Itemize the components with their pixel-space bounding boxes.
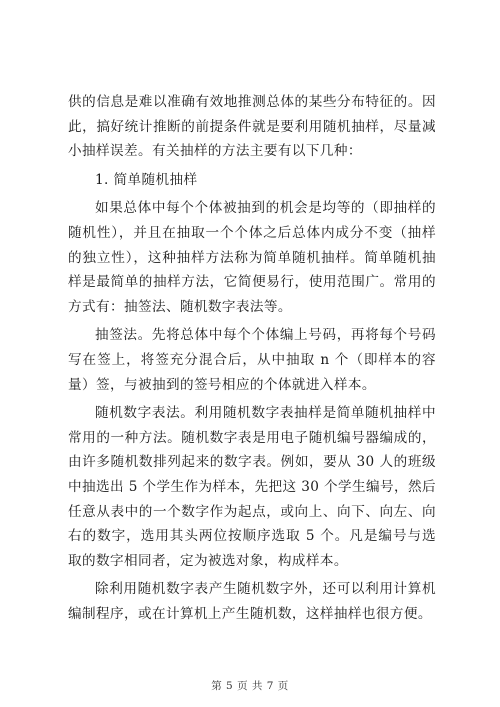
paragraph-random-number-table: 随机数字表法。利用随机数字表抽样是简单随机抽样中常用的一种方法。随机数字表是用电子随机编号器编成的，由许多随机数排列起来的数字表。例如，要从 30 人的班级中抽选出 5 个学生作为样本，先把这 30 个学生编号，然后任意从表中的一个数字作为起点，或向上、向下、向左、向右的数字，选用其头两位按顺序选取 5 个。凡是编号与选取的数字相同者，定为被选对象，构成样本。 [68, 405, 436, 569]
paragraph-simple-random-sampling: 如果总体中每个个体被抽到的机会是均等的（即抽样的随机性），并且在抽取一个个体之后总体内成分不变（抽样的独立性），这种抽样方法称为简单随机抽样。简单随机抽样是最简单的抽样方法，它简便易行，使用范围广。常用的方式有：抽签法、随机数字表法等。 [68, 200, 436, 315]
paragraph-continuation: 供的信息是难以准确有效地推测总体的某些分布特征的。因此，搞好统计推断的前提条件就是要利用随机抽样，尽量减小抽样误差。有关抽样的方法主要有以下几种： [68, 94, 436, 160]
section-heading-simple-random-sampling: 1. 简单随机抽样 [95, 171, 198, 188]
document-body [68, 90, 436, 626]
paragraph-computer-random: 除利用随机数字表产生随机数字外，还可以利用计算机编制程序，或在计算机上产生随机数，这样抽样也很方便。 [68, 581, 436, 622]
paragraph-lottery-method: 抽签法。先将总体中每个个体编上号码，再将每个号码写在签上，将签充分混合后，从中抽取 n 个（即样本的容量）签，与被抽到的签号相应的个体就进入样本。 [68, 327, 436, 393]
page-number-footer: 第 5 页 共 7 页 [211, 680, 289, 692]
